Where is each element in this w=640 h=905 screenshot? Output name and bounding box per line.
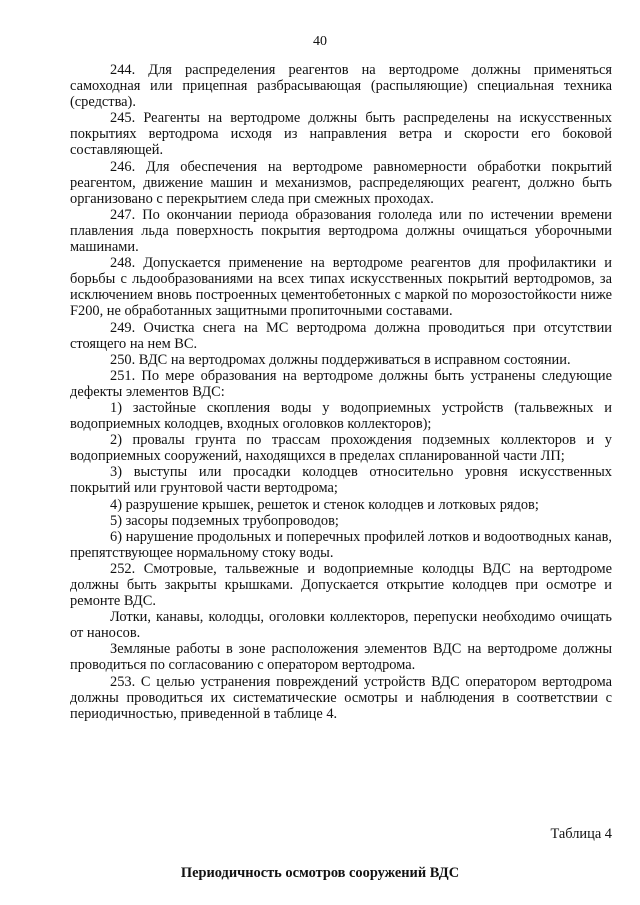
paragraph-251: 251. По мере образования на вертодроме должны быть устранены следующие дефекты элементов ВДС: (70, 367, 612, 400)
document-body (70, 62, 612, 722)
paragraph-249: 249. Очистка снега на МС вертодрома должна проводиться при отсутствии стоящего на нем ВС. (70, 319, 612, 352)
paragraph-247: 247. По окончании периода образования гололеда или по истечении времени плавления льда поверхность покрытия вертодрома должны очищаться уборочными машинами. (70, 206, 612, 256)
list-item-2: 2) провалы грунта по трассам прохождения подземных коллекторов и у водоприемных сооружений, находящихся в пределах спланированной части ЛП; (70, 432, 612, 465)
list-item-5: 5) засоры подземных трубопроводов; (110, 512, 339, 529)
paragraph-trays: Лотки, канавы, колодцы, оголовки коллекторов, перепуски необходимо очищать от наносов. (70, 609, 612, 642)
paragraph-earthworks: Земляные работы в зоне расположения элементов ВДС на вертодроме должны проводиться по согласованию с оператором вертодрома. (70, 641, 612, 674)
paragraph-245: 245. Реагенты на вертодроме должны быть распределены на искусственных покрытиях вертодрома исходя из направления ветра и скорости его боковой составляющей. (70, 110, 612, 159)
paragraph-244: 244. Для распределения реагентов на вертодроме должны применяться самоходная или прицепная разбрасывающая (распыляющие) специальная техника (средства). (70, 62, 612, 111)
list-item-3: 3) выступы или просадки колодцев относительно уровня искусственных покрытий или грунтовой части вертодрома; (70, 464, 612, 497)
table-label: Таблица 4 (550, 826, 612, 842)
paragraph-248: 248. Допускается применение на вертодроме реагентов для профилактики и борьбы с льдообразованиями на всех типах искусственных покрытий вертодромов, за исключением вновь построенных цементобетонных с маркой по морозостойкости ниже F200, не обработанных защитными пропиточными составами. (70, 255, 612, 320)
paragraph-250: 250. ВДС на вертодромах должны поддерживаться в исправном состоянии. (110, 351, 571, 368)
list-item-4: 4) разрушение крышек, решеток и стенок колодцев и лотковых рядов; (110, 496, 539, 513)
paragraph-252: 252. Смотровые, тальвежные и водоприемные колодцы ВДС на вертодроме должны быть закрыты крышками. Допускается открытие колодцев при осмотре и ремонте ВДС. (70, 560, 612, 610)
list-item-1: 1) застойные скопления воды у водоприемных устройств (тальвежных и водоприемных колодцев, входных оголовков коллекторов); (70, 399, 612, 433)
list-item-6: 6) нарушение продольных и поперечных профилей лотков и водоотводных канав, препятствующее нормальному стоку воды. (70, 528, 612, 561)
table-title: Периодичность осмотров сооружений ВДС (180, 865, 460, 881)
page-number: 40 (313, 34, 327, 49)
paragraph-253: 253. С целью устранения повреждений устройств ВДС оператором вертодрома должны проводиться их систематические осмотры и наблюдения в соответствии с периодичностью, приведенной в таблице 4. (70, 673, 612, 722)
paragraph-246: 246. Для обеспечения на вертодроме равномерности обработки покрытий реагентом, движение машин и механизмов, распределяющих реагент, должно быть организовано с перекрытием следа при смежных проходах. (70, 158, 612, 207)
